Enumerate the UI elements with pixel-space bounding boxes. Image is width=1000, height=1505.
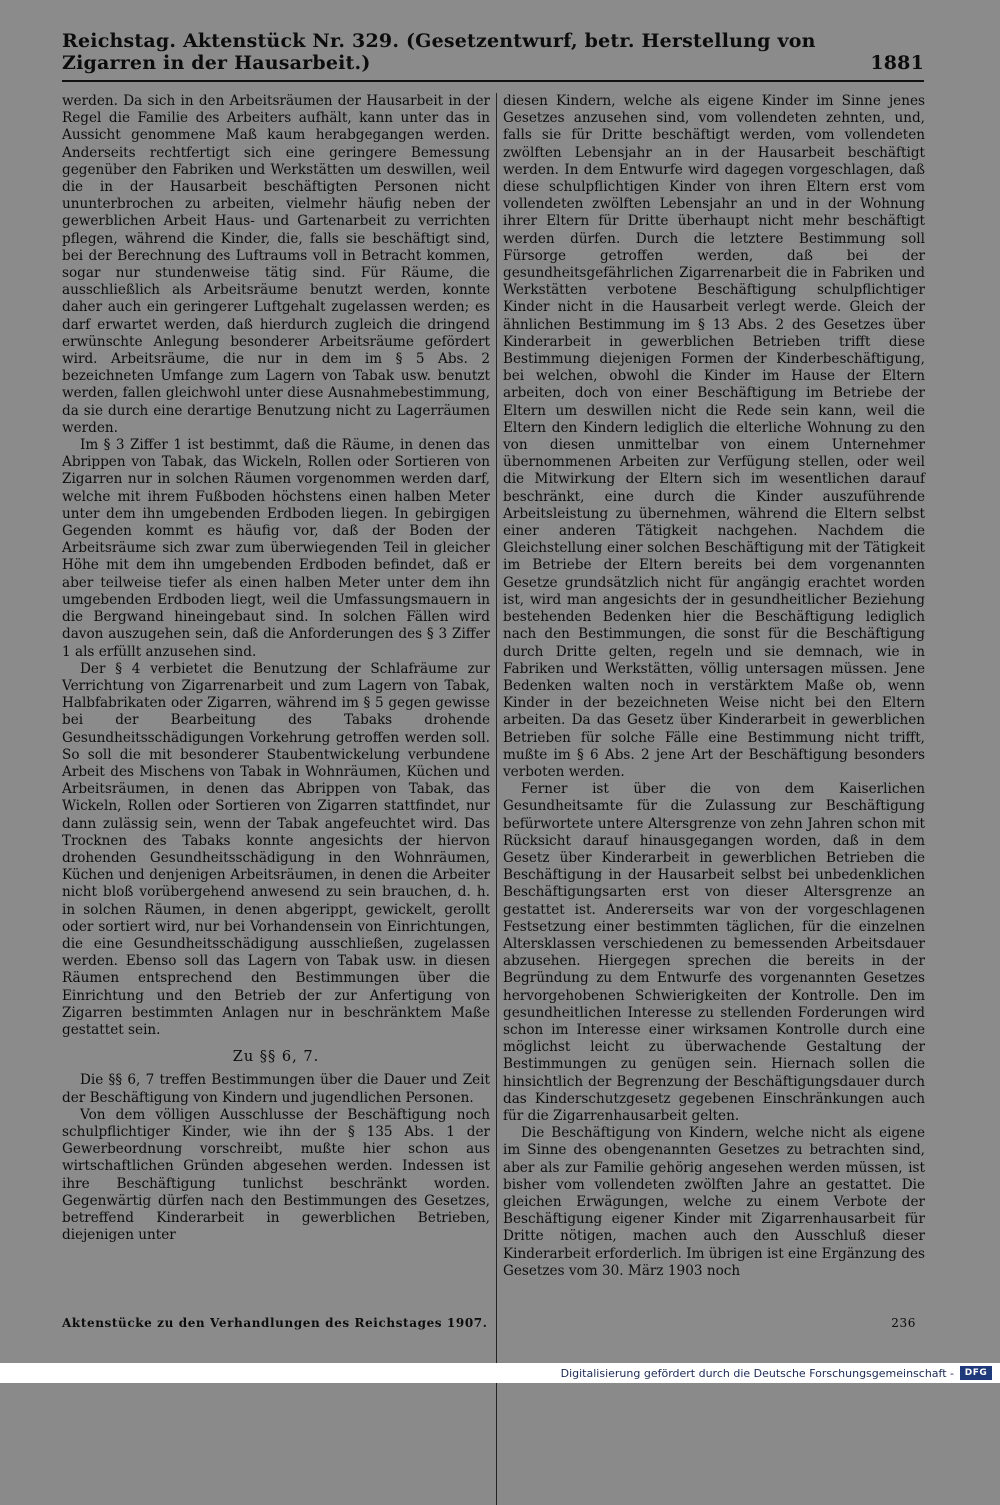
digitization-credit-text: Digitalisierung gefördert durch die Deutsche Forschungsgemeinschaft - xyxy=(560,1366,954,1380)
paragraph: diesen Kindern, welche als eigene Kinder im Sinne jenes Gesetzes anzusehen sind, vom vollendeten zehnten, und, falls sie für Dritte beschäftigt werden, vom vollendeten zwölften Lebensjahr an in der Hausarbeit beschäftigt werden. In dem Entwurfe wird dagegen vorgeschlagen, daß diese schulpflichtigen Kinder von ihren Eltern erst vom vollendeten zwölften Lebensjahr an und in der Wohnung ihrer Eltern für Dritte überhaupt nicht mehr beschäftigt werden dürfen. Durch die letztere Bestimmung soll Fürsorge getroffen werden, daß bei der gesundheitsgefährlichen Zigarrenarbeit die in Fabriken und Werkstätten verbotene Beschäftigung schulpflichtiger Kinder nicht in die Hausarbeit verlegt werde. Gleich der ähnlichen Bestimmung im § 13 Abs. 2 des Gesetzes über Kinderarbeit in gewerblichen Betrieben trifft diese Bestimmung diejenigen Formen der Kinderbeschäftigung, bei welchen, obwohl die Kinder im Hause der Eltern arbeiten, doch von einer Beschäftigung im Betriebe der Eltern um deswillen nicht die Rede sein kann, weil die Eltern den Kindern lediglich die elterliche Wohnung zu den von diesen unmittelbar von einem Unternehmer übernommenen Arbeiten zur Verfügung stellen, oder weil die Mitwirkung der Eltern sich im wesentlichen darauf beschränkt, eine durch die Kinder auszuführende Arbeitsleistung zu übernehmen, während die Eltern selbst einer anderen Tätigkeit nachgehen. Nachdem die Gleichstellung einer solchen Beschäftigung mit der Tätigkeit im Betriebe der Eltern bereits bei dem vorgenannten Gesetze grundsätzlich nicht für angängig erachtet worden ist, wird man angesichts der in gesundheitlicher Beziehung bestehenden Bedenken hier die Beschäftigung lediglich nach den Bestimmungen, die sonst für die Beschäftigung durch Dritte gelten, regeln und sie demnach, wie in Fabriken und Werkstätten, völlig untersagen müssen. Jene Bedenken walten noch in verstärktem Maße ob, wenn Kinder in der bezeichneten Weise nicht bei den Eltern arbeiten. Da das Gesetz über Kinderarbeit in gewerblichen Betrieben für solche Fälle eine Bestimmung nicht trifft, mußte im § 6 Abs. 2 jene Art der Beschäftigung besonders verboten werden. xyxy=(503,93,925,780)
paragraph: Die §§ 6, 7 treffen Bestimmungen über die Dauer und Zeit der Beschäftigung von Kindern und jugendlichen Personen. xyxy=(62,1072,490,1106)
paragraph: Ferner ist über die von dem Kaiserlichen Gesundheitsamte für die Zulassung zur Beschäftigung befürwortete untere Altersgrenze von zehn Jahren schon mit Rücksicht darauf hinausgegangen worden, daß in dem Gesetz über Kinderarbeit in gewerblichen Betrieben die Beschäftigung in der Hausarbeit selbst bei unbedenklichen Beschäftigungsarten erst von dieser Altersgrenze an gestattet ist. Andererseits war von der vorgeschlagenen Festsetzung einer bestimmten täglichen, für die einzelnen Altersklassen verschiedenen zu bemessenden Arbeitsdauer abzusehen. Hiergegen sprechen die bereits in der Begründung zu dem Entwurfe des vorgenannten Gesetzes hervorgehobenen Schwierigkeiten der Kontrolle. Den im gesundheitlichen Interesse zu stellenden Forderungen wird schon im Interesse einer wirksamen Kontrolle durch eine möglichst leicht zu überwachende Gestaltung der Bestimmungen zu genügen sein. Hiernach sollen die hinsichtlich der Begrenzung der Beschäftigungsdauer durch das Kinderschutzgesetz gegebenen Einschränkungen auch für die Zigarrenhausarbeit gelten. xyxy=(503,781,925,1124)
header-rule xyxy=(62,80,924,82)
left-column xyxy=(62,93,490,1244)
right-column xyxy=(503,93,925,1279)
header-page-number: 1881 xyxy=(870,52,924,74)
paragraph: Von dem völligen Ausschlusse der Beschäftigung noch schulpflichtiger Kinder, wie ihn der § 135 Abs. 1 der Gewerbeordnung vorschreibt, mußte hier schon aus wirtschaftlichen Gründen abgesehen werden. Indessen ist ihre Beschäftigung tunlichst beschränkt worden. Gegenwärtig dürfen nach den Bestimmungen des Gesetzes, betreffend Kinderarbeit in gewerblichen Betrieben, diejenigen unter xyxy=(62,1106,490,1244)
footer-publication: Aktenstücke zu den Verhandlungen des Reichstages 1907. xyxy=(62,1316,488,1330)
column-divider xyxy=(496,93,497,1505)
header-title: Reichstag. Aktenstück Nr. 329. (Gesetzentwurf, betr. Herstellung von Zigarren in der Hausarbeit.) xyxy=(62,30,816,74)
dfg-logo-icon[interactable]: DFG xyxy=(960,1366,992,1380)
section-heading: Zu §§ 6, 7. xyxy=(232,1049,320,1066)
paragraph: werden. Da sich in den Arbeitsräumen der Hausarbeit in der Regel die Familie des Arbeiters aufhält, kann unter das in Aussicht genommene Maß kaum herabgegangen werden. Anderseits rechtfertigt sich eine geringere Bemessung gegenüber den Fabriken und Werkstätten um deswillen, weil die in der Hausarbeit beschäftigten Personen nicht ununterbrochen zu arbeiten, vielmehr häufig neben der gewerblichen Arbeit Haus- und Gartenarbeit zu verrichten pflegen, während die Kinder, die, falls sie beschäftigt sind, bei der Berechnung des Luftraums voll in Betracht kommen, sogar nur stundenweise tätig sind. Für Räume, die ausschließlich als Arbeitsräume benutzt werden, konnte daher auch ein geringerer Luftgehalt zugelassen werden; es darf erwartet werden, daß hierdurch zugleich die dringend erwünschte Anlegung besonderer Arbeitsräume gefördert wird. Arbeitsräume, die nur in dem im § 5 Abs. 2 bezeichneten Umfange zum Lagern von Tabak usw. benutzt werden, fallen gleichwohl unter diese Ausnahmebestimmung, da sie durch eine derartige Benutzung nicht zu Lagerräumen werden. xyxy=(62,93,490,436)
paragraph: Der § 4 verbietet die Benutzung der Schlafräume zur Verrichtung von Zigarrenarbeit und zum Lagern von Tabak, Halbfabrikaten oder Zigarren, während im § 5 gegen gewisse bei der Bearbeitung des Tabaks drohende Gesundheitsschädigungen Vorkehrung getroffen werden soll. So soll die mit besonderer Staubentwickelung verbundene Arbeit des Mischens von Tabak in Wohnräumen, Küchen und Arbeitsräumen, in denen das Abrippen von Tabak, das Wickeln, Rollen oder Sortieren von Zigarren stattfindet, nur dann zulässig sein, wenn der Tabak angefeuchtet wird. Das Trocknen des Tabaks konnte angesichts der hiervon drohenden Gesundheitsschädigung in den Wohnräumen, Küchen und denjenigen Arbeitsräumen, in denen die Arbeiter nicht bloß vorübergehend anwesend zu sein brauchen, d. h. in solchen Räumen, in denen abgerippt, gewickelt, gerollt oder sortiert wird, nur bei Vorhandensein von Einrichtungen, die eine Gesundheitsschädigung ausschließen, zugelassen werden. Ebenso soll das Lagern von Tabak usw. in diesen Räumen entsprechend den Bestimmungen über die Einrichtung und den Betrieb der zur Anfertigung von Zigarren bestimmten Anlagen nur in beschränktem Maße gestattet sein. xyxy=(62,660,490,1038)
page-footer xyxy=(62,1313,924,1333)
page-header xyxy=(62,30,924,74)
digitization-credit-bar xyxy=(0,1363,1000,1383)
paragraph: Im § 3 Ziffer 1 ist bestimmt, daß die Räume, in denen das Abrippen von Tabak, das Wickeln, Rollen oder Sortieren von Zigarren nur in solchen Räumen vorgenommen werden darf, welche mit ihrem Fußboden höchstens einen halben Meter unter dem ihn umgebenden Erdboden liegen. In gebirgigen Gegenden kommt es häufig vor, daß der Boden der Arbeitsräume sich zwar zum überwiegenden Teil in gleicher Höhe mit dem ihn umgebenden Erdboden befindet, daß er aber teilweise tiefer als einen halben Meter unter dem ihn umgebenden Erdboden liegt, weil die Umfassungsmauern in die Bergwand hineingebaut sind. In solchen Fällen wird davon auszugehen sein, daß die Anforderungen des § 3 Ziffer 1 als erfüllt anzusehen sind. xyxy=(62,437,490,660)
paragraph: Die Beschäftigung von Kindern, welche nicht als eigene im Sinne des obengenannten Gesetzes zu betrachten sind, aber als zur Familie gehörig angesehen werden müssen, ist bisher vom vollendeten zwölften Jahre an gestattet. Die gleichen Erwägungen, welche zu einem Verbote der Beschäftigung eigener Kinder mit Zigarrenhausarbeit für Dritte nötigen, machen auch den Ausschluß dieser Kinderarbeit erforderlich. Im übrigen ist eine Ergänzung des Gesetzes vom 30. März 1903 noch xyxy=(503,1125,925,1279)
footer-signature-number: 236 xyxy=(891,1316,916,1330)
